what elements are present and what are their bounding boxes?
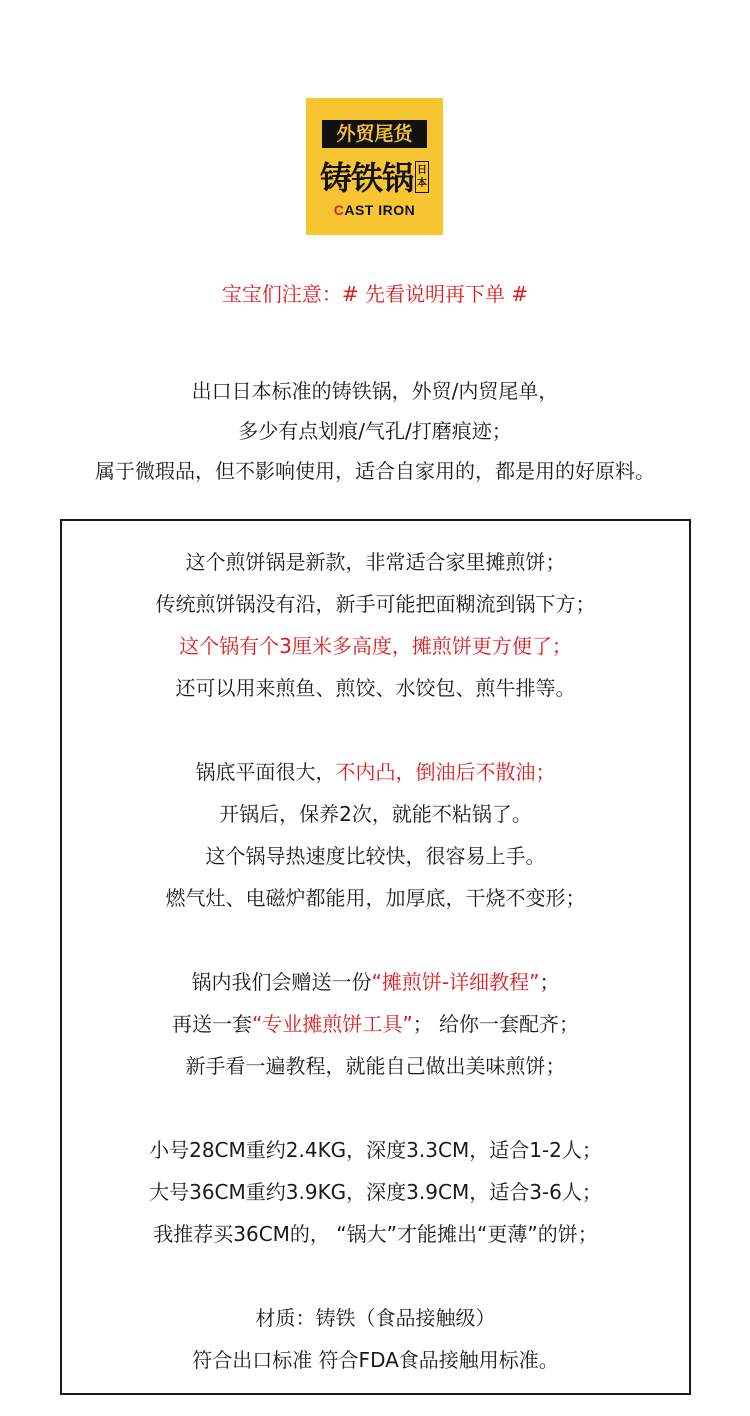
description-box bbox=[60, 519, 691, 1395]
description-line bbox=[62, 1009, 689, 1039]
intro-line: 出口日本标准的铸铁锅，外贸/内贸尾单， bbox=[191, 379, 559, 403]
description-text: 锅底平面很大， bbox=[195, 760, 336, 784]
description-text: ； bbox=[539, 970, 560, 994]
description-line: 这个煎饼锅是新款，非常适合家里摊煎饼； bbox=[185, 550, 566, 574]
recommendation-line: 我推荐买36CM的， “锅大”才能摊出“更薄”的饼； bbox=[153, 1222, 598, 1246]
description-line: 新手看一遍教程，就能自己做出美味煎饼； bbox=[185, 1054, 566, 1078]
description-highlight: 不内凸，倒油后不散油； bbox=[335, 760, 556, 784]
intro-line: 属于微瑕品，但不影响使用，适合自家用的，都是用的好原料。 bbox=[95, 459, 655, 483]
material-line: 材质：铸铁（食品接触级） bbox=[255, 1306, 496, 1330]
logo-badge: 外贸尾货 bbox=[322, 120, 427, 148]
logo-english-initial: C bbox=[333, 202, 345, 218]
intro-line: 多少有点划痕/气孔/打磨痕迹； bbox=[238, 419, 512, 443]
description-line: 还可以用来煎鱼、煎饺、水饺包、煎牛排等。 bbox=[175, 676, 576, 700]
description-line bbox=[62, 757, 689, 787]
logo-vertical-text: 日本 bbox=[415, 161, 429, 193]
description-line-highlight: 这个锅有个3厘米多高度，摊煎饼更方便了； bbox=[179, 634, 572, 658]
size-spec-line: 小号28CM重约2.4KG，深度3.3CM，适合1-2人； bbox=[149, 1138, 602, 1162]
description-line: 燃气灶、电磁炉都能用，加厚底，干烧不变形； bbox=[165, 886, 586, 910]
brand-logo bbox=[306, 98, 443, 235]
size-spec-line: 大号36CM重约3.9KG，深度3.9CM，适合3-6人； bbox=[149, 1180, 602, 1204]
description-highlight: “摊煎饼-详细教程” bbox=[371, 970, 540, 994]
logo-english bbox=[318, 201, 431, 219]
description-line: 开锅后，保养2次，就能不粘锅了。 bbox=[219, 802, 532, 826]
description-text: ； 给你一套配齐； bbox=[412, 1012, 580, 1036]
description-line bbox=[62, 967, 689, 997]
description-text: 再送一套 bbox=[171, 1012, 252, 1036]
description-line: 这个锅导热速度比较快，很容易上手。 bbox=[205, 844, 546, 868]
description-text: 锅内我们会赠送一份 bbox=[191, 970, 372, 994]
logo-name: 铸铁锅 bbox=[320, 159, 414, 197]
standard-line: 符合出口标准 符合FDA食品接触用标准。 bbox=[192, 1348, 559, 1372]
description-highlight: “专业摊煎饼工具” bbox=[251, 1012, 413, 1036]
notice-text: 宝宝们注意：# 先看说明再下单 # bbox=[221, 282, 529, 306]
logo-english-rest: AST IRON bbox=[344, 202, 416, 218]
intro-paragraph bbox=[0, 371, 750, 491]
description-line: 传统煎饼锅没有沿，新手可能把面糊流到锅下方； bbox=[155, 592, 596, 616]
